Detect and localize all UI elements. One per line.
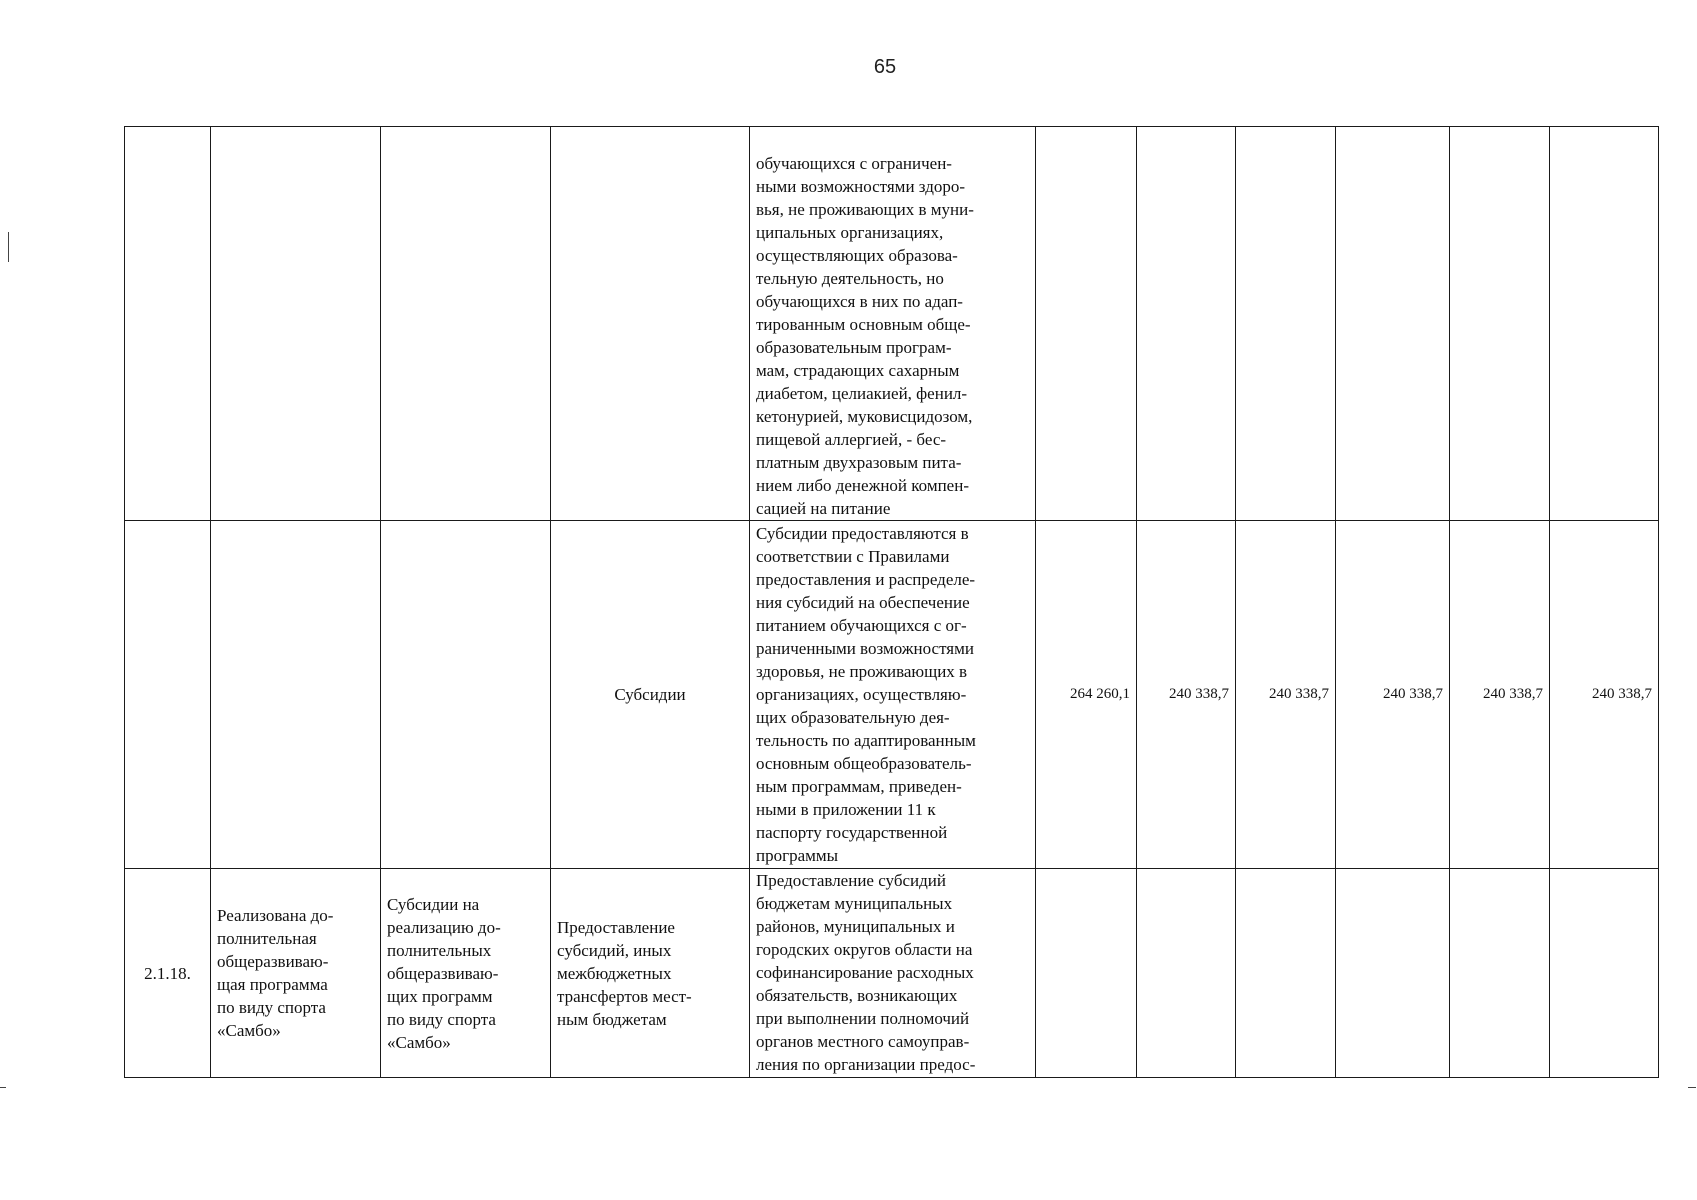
value-cell bbox=[1336, 869, 1450, 1078]
value-cell: 240 338,7 bbox=[1450, 521, 1550, 869]
scan-margin-mark bbox=[0, 1087, 6, 1088]
value-cell bbox=[1236, 869, 1336, 1078]
value-cell bbox=[1137, 127, 1236, 521]
value-cell: 264 260,1 bbox=[1036, 521, 1137, 869]
value-cell bbox=[1137, 869, 1236, 1078]
value-cell: 240 338,7 bbox=[1137, 521, 1236, 869]
description-cell: Субсидии предоставляются в соответствии с Правилами предоставления и распределе- ния субсидий на обеспечение питанием обучающихся с ог- раниченными возможностями здоровья, не проживающих в организациях, осуществляю- щих образовательную дея- тельность по адаптированным основным общеобразователь- ным программам, приведен- ными в приложении 11 к паспорту государственной программы bbox=[750, 521, 1036, 869]
description-cell: Предоставление субсидий бюджетам муниципальных районов, муниципальных и городских округов области на софинансирование расходных обязательств, возникающих при выполнении полномочий органов местного самоуправ- ления по организации предос- bbox=[750, 869, 1036, 1078]
measure-cell: Субсидии на реализацию до- полнительных общеразвиваю- щих программ по виду спорта «Самбо» bbox=[381, 869, 551, 1078]
result-cell bbox=[211, 521, 381, 869]
result-cell bbox=[211, 127, 381, 521]
table-row bbox=[125, 869, 1659, 1078]
scan-margin-mark bbox=[8, 232, 9, 262]
value-cell: 240 338,7 bbox=[1336, 521, 1450, 869]
value-cell bbox=[1550, 869, 1659, 1078]
measure-cell bbox=[381, 127, 551, 521]
value-cell: 240 338,7 bbox=[1236, 521, 1336, 869]
value-cell bbox=[1336, 127, 1450, 521]
page-number: 65 bbox=[873, 56, 897, 78]
value-cell bbox=[1550, 127, 1659, 521]
table-row bbox=[125, 521, 1659, 869]
result-cell: Реализована до- полнительная общеразвиваю- щая программа по виду спорта «Самбо» bbox=[211, 869, 381, 1078]
program-measures-table bbox=[124, 126, 1659, 1078]
mechanism-cell bbox=[551, 127, 750, 521]
value-cell bbox=[1036, 127, 1137, 521]
mechanism-cell: Субсидии bbox=[551, 521, 750, 869]
row-number-cell bbox=[125, 521, 211, 869]
row-number-cell bbox=[125, 127, 211, 521]
value-cell bbox=[1236, 127, 1336, 521]
value-cell bbox=[1450, 869, 1550, 1078]
mechanism-cell: Предоставление субсидий, иных межбюджетных трансфертов мест- ным бюджетам bbox=[551, 869, 750, 1078]
measure-cell bbox=[381, 521, 551, 869]
description-cell: обучающихся с ограничен- ными возможностями здоро- вья, не проживающих в муни- ципальных организациях, осуществляющих образова- тельную деятельность, но обучающихся в них по адап- тированным основным обще- образовательным програм- мам, страдающих сахарным диабетом, целиакией, фенил- кетонурией, муковисцидозом, пищевой аллергией, - бес- платным двухразовым пита- нием либо денежной компен- сацией на питание bbox=[750, 127, 1036, 521]
row-number-cell: 2.1.18. bbox=[125, 869, 211, 1078]
value-cell bbox=[1450, 127, 1550, 521]
scan-margin-mark bbox=[1688, 1087, 1696, 1088]
table-row bbox=[125, 127, 1659, 521]
value-cell: 240 338,7 bbox=[1550, 521, 1659, 869]
value-cell bbox=[1036, 869, 1137, 1078]
